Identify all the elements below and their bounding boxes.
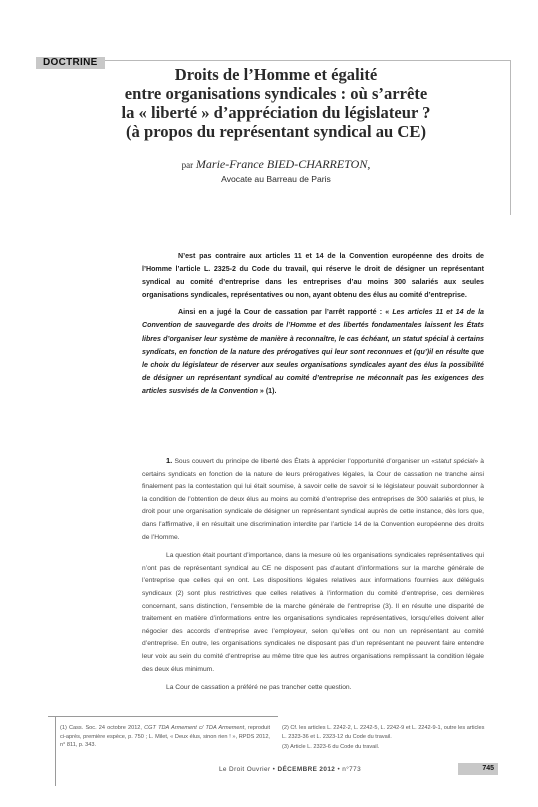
footnote-text: , reproduit ci-après, première espèce, p. 750 ; L. Milet, « Deux élus, sinon rien ! », RPDS 2012, n° 811, p. 343. (60, 725, 271, 749)
body-paragraph (142, 455, 484, 544)
author-line (60, 157, 492, 172)
body-paragraph: La question était pourtant d’importance, dans la mesure où les organisations syndicales représentatives qui n’ont pas de représentant syndical au CE ne disposent pas d’autant d’informations sur la marche générale de l’entreprise que celles qui en ont. Les dispositions légales relatives aux informations fournies aux délégués syndicaux (2) sont plus restrictives que celles relatives à l’information du comité d’entreprise, ces dernières concernant, sans distinction, l’ensemble de la marche générale de l’entreprise (3). Il en résulte une disparité de traitement en matière d’informations entre les organisations syndicales représentatives, lorsqu’elles doivent aller négocier des accords d’entreprise avec l’employeur, selon qu’elles ont ou non un représentant au comité d’entreprise. En outre, les organisations syndicales ne disposant pas d’un représentant ne peuvent faire entendre leur voix au sein du comité d’entreprise au même titre que les autres organisations remplissant la condition légale des deux élus minimum. (142, 552, 484, 673)
author-prefix: par (181, 160, 194, 170)
footnote-text: (1) Cass. Soc. 24 octobre 2012, (60, 725, 142, 731)
body-text-segment: Sous couvert du principe de liberté des États à apprécier l’opportunité d’organiser un « (174, 458, 435, 465)
summary-quote: Les articles 11 et 14 de la Convention de sauvegarde des droits de l’Homme et des libertés fondamentales laissent les États libres d’organiser leur système de manière à reconnaître, le cas échéant, un statut spécial à certains syndicats, en fonction de la nature des prérogatives qui leur sont reconnues et (qu’)il en résulte que le choix du législateur de réserver aux seules organisations syndicales ayant des élus la possibilité de désigner un représentant syndical au comité d’entreprise ne méconnaît pas les exigences des articles susvisés de la Convention (142, 308, 485, 395)
footnote-3: (3) Article L. 2323-6 du Code du travail. (282, 744, 380, 751)
journal-name: Le Droit Ouvrier • (218, 766, 276, 773)
paragraph-number: 1. (166, 456, 173, 465)
body-paragraph: La Cour de cassation a préféré ne pas trancher cette question. (166, 684, 352, 692)
issue-date: DÉCEMBRE 2012 (277, 766, 336, 773)
summary-paragraph (142, 306, 484, 398)
title-line: Droits de l’Homme et égalité (174, 65, 378, 84)
article-body (142, 455, 484, 695)
footnotes-column-left (60, 724, 270, 750)
page-number: 745 (458, 763, 498, 775)
footnote-2: (2) Cf. les articles L. 2242-2, L. 2242-5, L. 2242-9 et L. 2242-9-1, outre les articles L. 2323-36 et L. 2323-12 du Code du travail. (282, 725, 485, 740)
article-title (60, 65, 492, 141)
title-line: entre organisations syndicales : où s’arrête (124, 84, 428, 103)
author-name: Marie-France BIED-CHARRETON, (195, 157, 371, 171)
footnotes-column-right (282, 724, 490, 752)
footnote-1 (60, 724, 270, 750)
title-line: la « liberté » d’appréciation du législateur ? (121, 103, 431, 122)
page-footer (140, 765, 440, 775)
footnote-divider (48, 716, 278, 717)
footnote-italic: CGT TDA Armement c/ TDA Armement (144, 725, 245, 731)
summary-intro: Ainsi en a jugé la Cour de cassation par l’arrêt rapporté : « (178, 308, 390, 317)
footnote-vertical-rule (55, 716, 56, 786)
section-label: DOCTRINE (36, 57, 105, 69)
title-line: (à propos du représentant syndical au CE) (126, 122, 426, 141)
author-affiliation: Avocate au Barreau de Paris (221, 174, 331, 184)
body-text-segment: » à certains syndicats en fonction de la nature de leurs prérogatives légales, la Cour de cassation ne tranche ainsi finalement pas la contestation qui lui était soumise, à savoir celle de savoir si le législateur pouvait subordonner à la condition de l’obtention de deux élus au moins au comité d’entreprise des entreprises de 300 salariés et plus, le droit pour une organisation syndicale de désigner un représentant syndical auprès de cette instance, dès lors que, dans l’affirmative, il en résultait une discrimination interdite par l’article 14 de la Convention européenne des droits de l’Homme. (142, 458, 485, 541)
summary-end: » (1). (259, 386, 277, 395)
body-italic-segment: statut spécial (435, 458, 475, 465)
article-summary (142, 250, 484, 398)
summary-paragraph: N’est pas contraire aux articles 11 et 14 de la Convention européenne des droits de l’Homme l’article L. 2325-2 du Code du travail, qui réserve le droit de désigner un représentant syndical au comité d’entreprise dans les entreprises d’au moins 300 salariés aux seules organisations syndicales, représentatives ou non, ayant obtenu des élus au comité d’entreprise. (142, 252, 484, 300)
issue-number: • n°773 (337, 766, 362, 773)
